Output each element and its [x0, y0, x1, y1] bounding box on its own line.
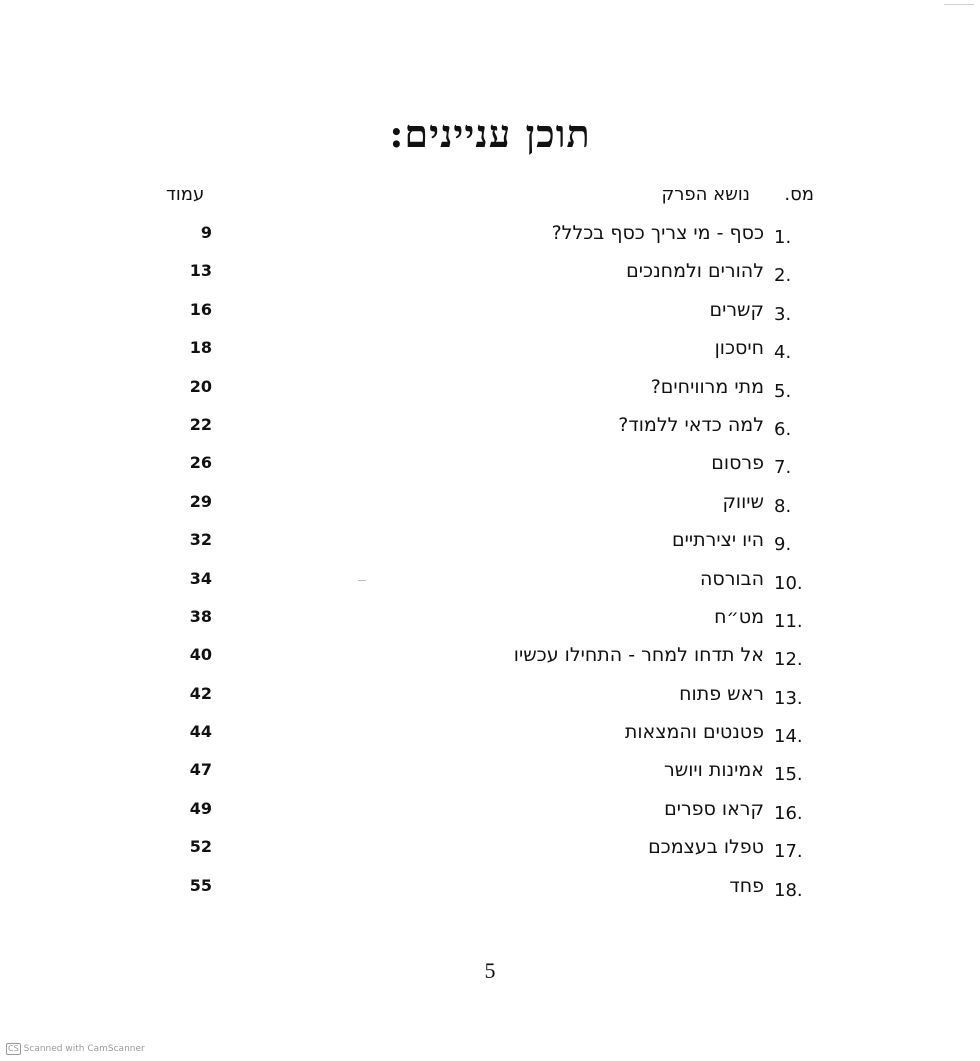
toc-entry [0, 604, 980, 642]
toc-entry [0, 757, 980, 795]
entry-number: 8. [774, 495, 792, 517]
entry-number: 17. [774, 841, 803, 863]
toc-list [0, 220, 980, 911]
toc-entry [0, 527, 980, 565]
entry-topic: טפלו בעצמכם [648, 836, 764, 859]
toc-entry [0, 412, 980, 450]
entry-page: 42 [189, 683, 212, 703]
entry-page: 49 [189, 798, 212, 818]
entry-number: 2. [774, 265, 792, 287]
entry-topic: פטנטים והמצאות [624, 721, 764, 744]
entry-topic: להורים ולמחנכים [626, 260, 764, 283]
entry-number: 18. [774, 879, 803, 901]
page-number: 5 [484, 958, 496, 983]
entry-number: 12. [774, 649, 803, 671]
entry-topic: היו יצירתיים [672, 529, 764, 552]
entry-number: 3. [774, 303, 792, 325]
toc-entry [0, 489, 980, 527]
entry-topic: שיווק [722, 490, 764, 513]
scan-edge-mark [944, 4, 974, 5]
entry-number: 13. [774, 687, 803, 709]
entry-number: 15. [774, 764, 803, 786]
entry-topic: קראו ספרים [664, 797, 764, 820]
header-page-label: עמוד [166, 184, 205, 205]
entry-number: 1. [774, 227, 792, 248]
entry-number: 9. [774, 534, 792, 556]
entry-page: 9 [200, 223, 212, 242]
header-number-label: מס. [784, 184, 814, 205]
entry-topic: ראש פתוח [679, 682, 764, 705]
entry-page: 32 [189, 530, 212, 550]
header-topic-label: נושא הפרק [661, 184, 750, 205]
entry-page: 44 [189, 722, 212, 742]
toc-entry [0, 258, 980, 296]
toc-entry [0, 450, 980, 488]
entry-page: 29 [189, 491, 212, 511]
entry-topic: אמינות ויושר [664, 759, 764, 782]
toc-entry [0, 374, 980, 412]
entry-page: 16 [189, 299, 212, 319]
entry-topic: מט״ח [714, 605, 764, 628]
toc-entry [0, 335, 980, 373]
entry-number: 14. [774, 726, 803, 748]
toc-entry [0, 642, 980, 680]
toc-entry [0, 834, 980, 872]
page-title: תוכן עניינים: [389, 111, 591, 156]
toc-entry [0, 297, 980, 335]
entry-page: 34 [189, 568, 212, 588]
entry-page: 52 [189, 837, 212, 857]
toc-entry [0, 873, 980, 911]
camscanner-logo-icon: CS [8, 1043, 19, 1053]
entry-page: 40 [189, 645, 212, 665]
entry-number: 10. [774, 572, 803, 594]
toc-entry [0, 681, 980, 719]
entry-topic: פרסום [711, 452, 764, 475]
entry-topic: מתי מרוויחים? [650, 375, 764, 398]
entry-page: 26 [189, 453, 212, 473]
entry-page: 18 [189, 338, 212, 358]
entry-number: 6. [774, 418, 792, 440]
entry-page: 20 [189, 376, 212, 396]
entry-number: 16. [774, 802, 803, 824]
entry-number: 5. [774, 380, 792, 402]
toc-entry [0, 796, 980, 834]
entry-topic: למה כדאי ללמוד? [618, 413, 764, 436]
entry-topic: חיסכון [714, 337, 764, 360]
toc-entry [0, 719, 980, 757]
entry-number: 11. [774, 610, 803, 632]
entry-page: 55 [189, 875, 212, 895]
scanner-watermark [6, 1041, 145, 1057]
entry-page: 38 [189, 606, 212, 626]
entry-topic: הבורסה [699, 567, 764, 590]
entry-page: 13 [189, 261, 212, 281]
watermark-text: Scanned with CamScanner [23, 1044, 145, 1054]
entry-number: 7. [774, 457, 792, 479]
entry-topic: קשרים [709, 298, 764, 321]
entry-number: 4. [774, 342, 792, 364]
toc-entry [0, 566, 980, 604]
entry-page: 47 [189, 760, 212, 780]
toc-entry [0, 220, 980, 258]
entry-topic: פחד [729, 874, 764, 897]
toc-header [0, 182, 980, 208]
entry-page: 22 [189, 414, 212, 434]
entry-topic: כסף - מי צריך כסף בכלל? [551, 222, 764, 244]
entry-topic: אל תדחו למחר - התחילו עכשיו [513, 644, 764, 667]
